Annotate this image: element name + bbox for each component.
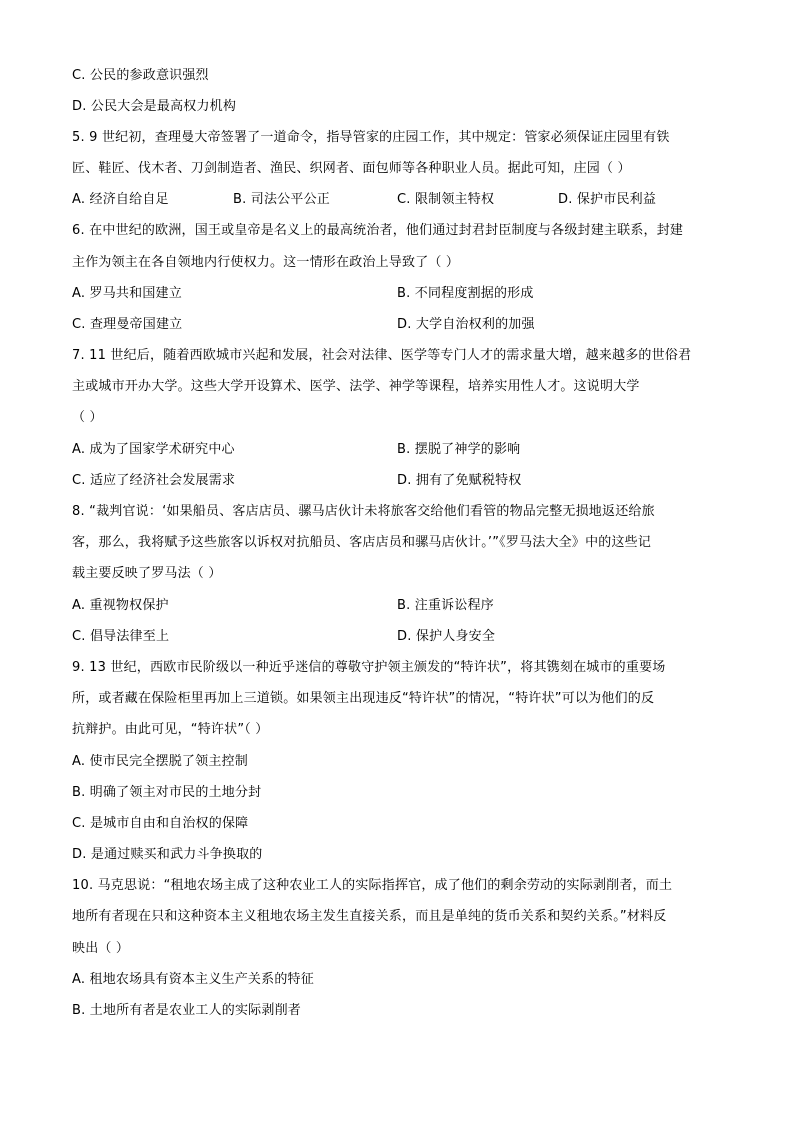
q8-stem-line-2: 客，那么，我将赋予这些旅客以诉权对抗船员、客店店员和骡马店伙计。’”《罗马法大全》中的这些记 — [72, 535, 652, 550]
q7-option-a: A. 成为了国家学术研究中心 — [72, 442, 235, 457]
q7-option-c: C. 适应了经济社会发展需求 — [72, 473, 236, 488]
q5-option-b: B. 司法公平公正 — [233, 192, 330, 207]
q9-option-c: C. 是城市自由和自治权的保障 — [72, 816, 249, 831]
q4-option-c: C. 公民的参政意识强烈 — [72, 68, 209, 83]
q6-option-b: B. 不同程度割据的形成 — [397, 286, 534, 301]
q8-stem-line-1: 8. “裁判官说：‘如果船员、客店店员、骡马店伙计未将旅客交给他们看管的物品完整无损地返还给旅 — [72, 504, 655, 519]
q6-option-d: D. 大学自治权利的加强 — [397, 317, 535, 332]
q8-option-a: A. 重视物权保护 — [72, 598, 169, 613]
q7-stem-line-2: 主或城市开办大学。这些大学开设算术、医学、法学、神学等课程，培养实用性人才。这说明大学 — [72, 379, 640, 394]
q10-stem-line-3: 映出（ ） — [72, 941, 130, 956]
q9-option-d: D. 是通过赎买和武力斗争换取的 — [72, 847, 263, 862]
q6-option-a: A. 罗马共和国建立 — [72, 286, 182, 301]
q4-option-d: D. 公民大会是最高权力机构 — [72, 99, 237, 114]
q7-option-d: D. 拥有了免赋税特权 — [397, 473, 522, 488]
q6-option-c: C. 查理曼帝国建立 — [72, 317, 183, 332]
q8-stem-line-3: 载主要反映了罗马法（ ） — [72, 566, 222, 581]
q6-stem-line-2: 主作为领主在各自领地内行使权力。这一情形在政治上导致了（ ） — [72, 255, 460, 270]
q9-option-b: B. 明确了领主对市民的土地分封 — [72, 785, 262, 800]
q5-option-d: D. 保护市民利益 — [558, 192, 657, 207]
q8-option-b: B. 注重诉讼程序 — [397, 598, 494, 613]
q7-stem-line-3: （ ） — [72, 410, 103, 425]
q9-stem-line-3: 抗辩护。由此可见，“特许状”（ ） — [72, 722, 269, 737]
q8-option-d: D. 保护人身安全 — [397, 629, 496, 644]
q6-stem-line-1: 6. 在中世纪的欧洲，国王或皇帝是名义上的最高统治者，他们通过封君封臣制度与各级封建主联系，封建 — [72, 223, 684, 238]
q10-stem-line-2: 地所有者现在只和这种资本主义租地农场主发生直接关系，而且是单纯的货币关系和契约关系。”材料反 — [72, 909, 667, 924]
q9-stem-line-1: 9. 13 世纪，西欧市民阶级以一种近乎迷信的尊敬守护领主颁发的“特许状”，将其镌刻在城市的重要场 — [72, 660, 666, 675]
q8-option-c: C. 倡导法律至上 — [72, 629, 170, 644]
q7-stem-line-1: 7. 11 世纪后，随着西欧城市兴起和发展，社会对法律、医学等专门人才的需求量大增，越来越多的世俗君 — [72, 348, 692, 363]
q5-option-a: A. 经济自给自足 — [72, 192, 169, 207]
q5-stem-line-2: 匠、鞋匠、伐木者、刀剑制造者、渔民、织网者、面包师等各种职业人员。据此可知，庄园（ ） — [72, 161, 631, 176]
q5-option-c: C. 限制领主特权 — [397, 192, 495, 207]
q5-stem-line-1: 5. 9 世纪初，查理曼大帝签署了一道命令，指导管家的庄园工作，其中规定：管家必须保证庄园里有铁 — [72, 130, 670, 145]
q9-stem-line-2: 所，或者藏在保险柜里再加上三道锁。如果领主出现违反“特许状”的情况，“特许状”可以为他们的反 — [72, 691, 655, 706]
q10-option-b: B. 土地所有者是农业工人的实际剥削者 — [72, 1003, 301, 1018]
q9-option-a: A. 使市民完全摆脱了领主控制 — [72, 754, 248, 769]
q10-option-a: A. 租地农场具有资本主义生产关系的特征 — [72, 972, 314, 987]
q10-stem-line-1: 10. 马克思说：“租地农场主成了这种农业工人的实际指挥官，成了他们的剩余劳动的实际剥削者，而土 — [72, 878, 673, 893]
q7-option-b: B. 摆脱了神学的影响 — [397, 442, 521, 457]
